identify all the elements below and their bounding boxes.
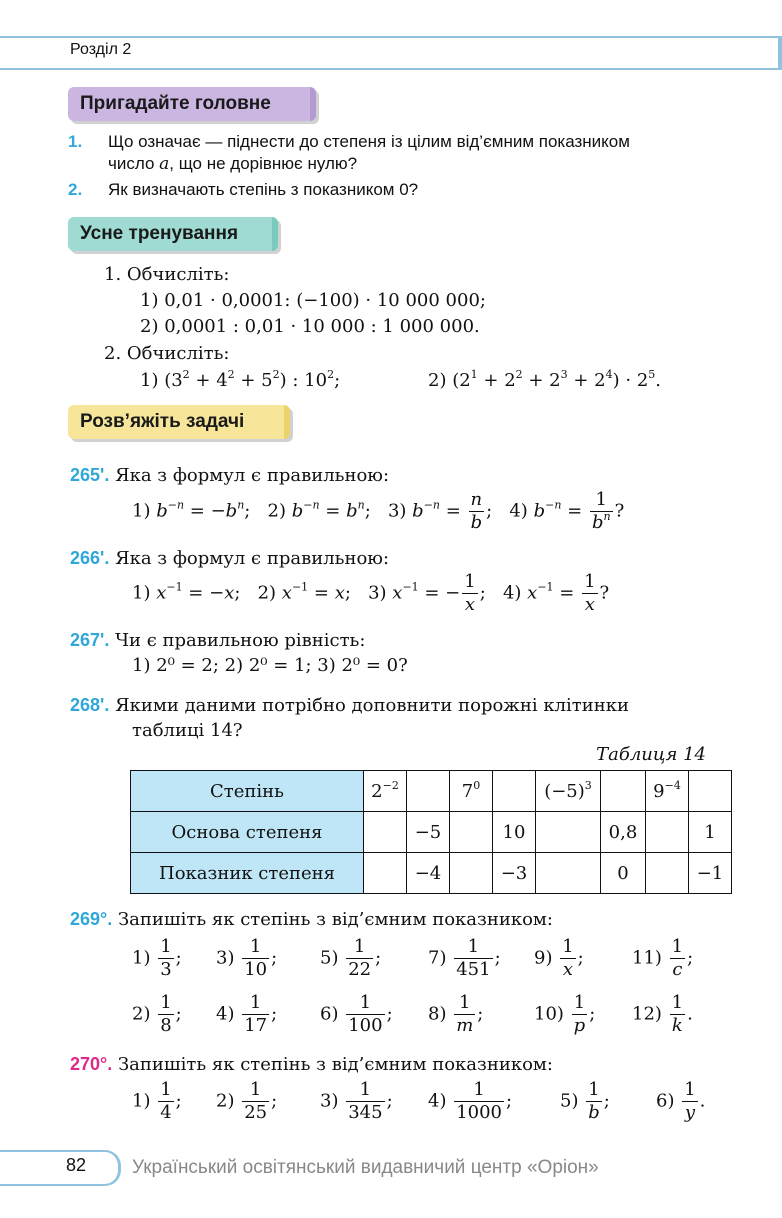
recall-question-1: 1. Що означає — піднести до степеня із цілим від’ємним показником число a, що не дорівнює нулю? — [68, 132, 630, 174]
table-caption: Таблиця 14 — [596, 744, 706, 765]
problem-266: 266'. Яка з формул є правильною: — [70, 548, 390, 569]
table-cell: −5 — [407, 812, 450, 853]
table-cell — [407, 771, 450, 812]
table-row-header: Показник степеня — [131, 853, 364, 894]
table-cell — [364, 812, 407, 853]
table-cell: 0 — [601, 853, 646, 894]
footer-tab — [0, 1150, 121, 1186]
table-cell — [536, 853, 601, 894]
table-row-header: Степінь — [131, 771, 364, 812]
page-number: 82 — [66, 1155, 87, 1175]
problem-270: 270°. Запишіть як степінь з від’ємним показником: — [70, 1054, 553, 1075]
problem-267: 267'. Чи є правильною рівність: — [70, 630, 366, 651]
table-row — [131, 812, 732, 853]
table-cell — [646, 853, 689, 894]
table-cell: $7^0$ — [450, 771, 493, 812]
section-tag-recall: Пригадайте головне — [68, 87, 316, 121]
table-cell: $9^{-4}$ — [646, 771, 689, 812]
oral-ex2-a: 1) $(3^2 + 4^2 + 5^2)$ : $10^2$; — [140, 368, 341, 391]
table-cell — [689, 771, 732, 812]
table-row — [131, 853, 732, 894]
problem-268: 268'. Якими даними потрібно доповнити порожні клітинки — [70, 695, 629, 716]
table-cell: $(-5)^3$ — [536, 771, 601, 812]
problem-270-row: 1) $\frac{1}{4}$ ; 2) $\frac{1}{25}$ ; 3) $\frac{1}{345}$ ; 4) $\frac{1}{1000}$ ; 5) $\frac{1}{b}$ ; 6) $\frac{1}{y}$ . — [132, 1079, 706, 1123]
problem-265: 265'. Яка з формул є правильною: — [70, 465, 390, 486]
table-cell — [450, 853, 493, 894]
table-row — [131, 771, 732, 812]
problem-265-options: 1) $b^{-n} = -b^n$; 2) $b^{-n} = b^n$; 3) $b^{-n}$ = $\frac{n}{b}$ ; 4) $b^{-n}$ = $\frac{1}{b^n}$ ? — [132, 489, 625, 533]
publisher-name: Український освітянський видавничий центр «Оріон» — [132, 1157, 599, 1178]
table-cell: −1 — [689, 853, 732, 894]
oral-ex2-b: 2) $(2^1 + 2^2 + 2^3 + 2^4) \cdot 2^5$. — [428, 368, 661, 391]
table-cell — [646, 812, 689, 853]
section-tag-oral: Усне тренування — [68, 217, 278, 251]
table-cell: 1 — [689, 812, 732, 853]
problem-267-options: 1) 2⁰ = 2; 2) 2⁰ = 1; 3) 2⁰ = 0? — [132, 655, 408, 676]
table-row-header: Основа степеня — [131, 812, 364, 853]
problem-269-row1: 1) $\frac{1}{3}$ ; 3) $\frac{1}{10}$ ; 5) $\frac{1}{22}$ ; 7) $\frac{1}{451}$ ; 9) $\frac{1}{x}$ ; 11) $\frac{1}{c}$ ; — [132, 936, 694, 980]
problem-269-row2: 2) $\frac{1}{8}$ ; 4) $\frac{1}{17}$ ; 6) $\frac{1}{100}$ ; 8) $\frac{1}{m}$ ; 10) $\frac{1}{p}$ ; 12) $\frac{1}{k}$ . — [132, 992, 693, 1036]
table-14 — [130, 770, 732, 894]
section-tag-solve: Розв’яжіть задачі — [68, 405, 290, 439]
problem-269: 269°. Запишіть як степінь з від’ємним показником: — [70, 909, 553, 930]
oral-ex1-b: 2) 0,0001 : 0,01 · 10 000 : 1 000 000. — [140, 316, 480, 337]
recall-question-2: 2. Як визначають степінь з показником 0? — [68, 180, 419, 199]
oral-ex2-title: 2. Обчисліть: — [104, 343, 230, 364]
table-cell: $2^{-2}$ — [364, 771, 407, 812]
table-cell — [493, 771, 536, 812]
problem-268-line2: таблиці 14? — [132, 720, 243, 741]
table-cell: −3 — [493, 853, 536, 894]
table-cell — [601, 771, 646, 812]
oral-ex1-a: 1) 0,01 · 0,0001: (−100) · 10 000 000; — [140, 290, 486, 311]
table-cell — [364, 853, 407, 894]
problem-266-options: 1) $x^{-1} = -x$; 2) $x^{-1} = x$; 3) $x^{-1}$ = − $\frac{1}{x}$ ; 4) $x^{-1}$ = $\frac{1}{x}$ ? — [132, 571, 610, 615]
table-cell: −4 — [407, 853, 450, 894]
table-cell: 10 — [493, 812, 536, 853]
oral-ex1-title: 1. Обчисліть: — [104, 264, 230, 285]
table-cell — [536, 812, 601, 853]
table-cell — [450, 812, 493, 853]
table-cell: 0,8 — [601, 812, 646, 853]
chapter-title: Розділ 2 — [70, 41, 132, 58]
